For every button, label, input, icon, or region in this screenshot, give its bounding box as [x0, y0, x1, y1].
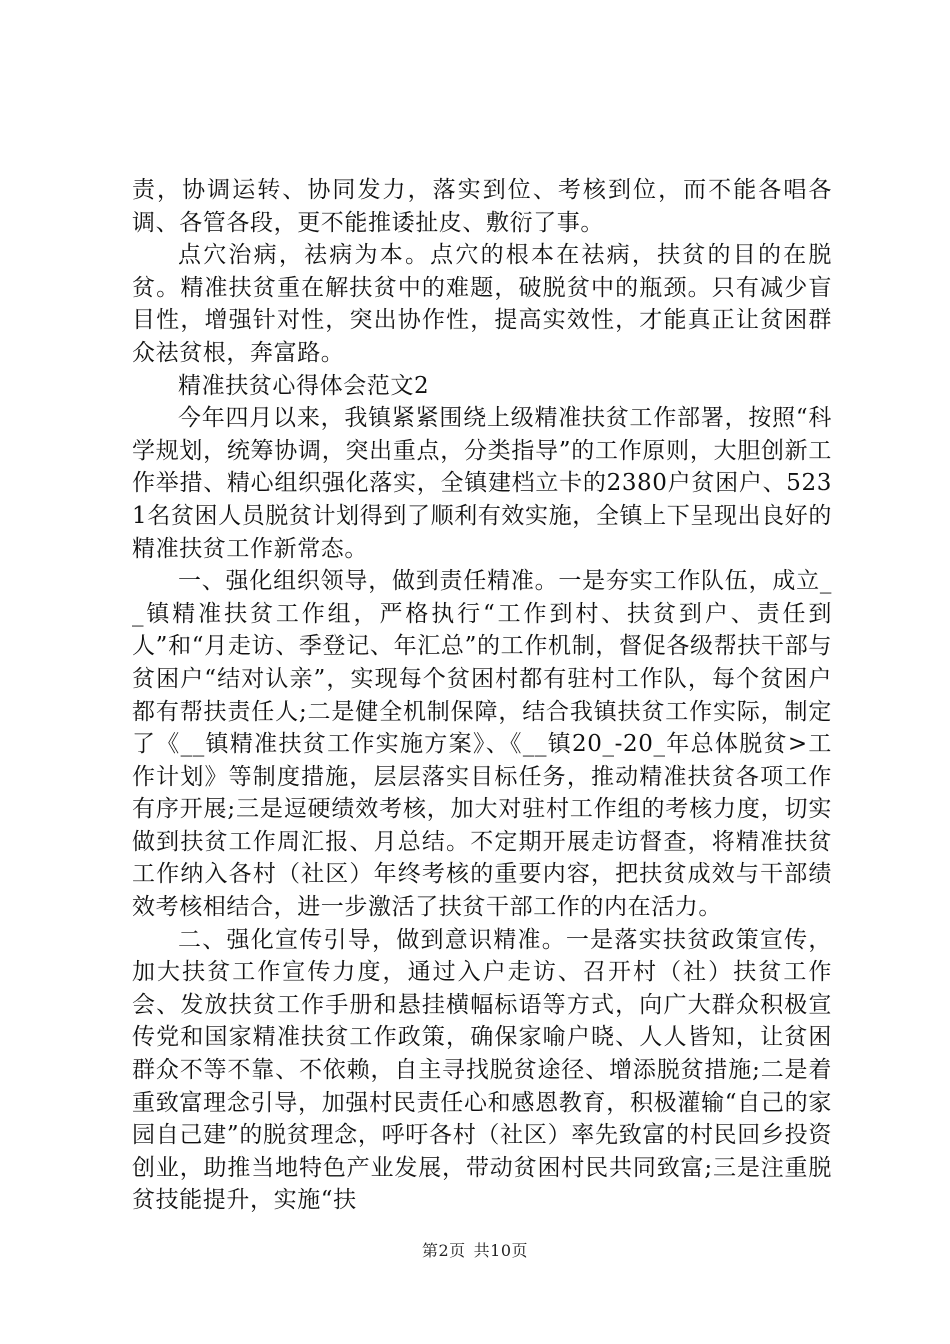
- document-body: [132, 174, 832, 1217]
- page-total: 共10页: [473, 1241, 529, 1260]
- paragraph-4: 一、强化组织领导，做到责任精准。一是夯实工作队伍，成立__镇精准扶贫工作组，严格执行“工作到村、扶贫到户、责任到人”和“月走访、季登记、年汇总”的工作机制，督促各级帮扶干部与贫困户“结对认亲”，实现每个贫困村都有驻村工作队，每个贫困户都有帮扶责任人;二是健全机制保障，结合我镇扶贫工作实际，制定了《__镇精准扶贫工作实施方案》、《__镇20_-20_年总体脱贫>工作计划》等制度措施，层层落实目标任务，推动精准扶贫各项工作有序开展;三是逗硬绩效考核，加大对驻村工作组的考核力度，切实做到扶贫工作周汇报、月总结。不定期开展走访督查，将精准扶贫工作纳入各村（社区）年终考核的重要内容，把扶贫成效与干部绩效考核相结合，进一步激活了扶贫干部工作的内在活力。: [132, 568, 832, 921]
- section-heading: 精准扶贫心得体会范文2: [178, 372, 430, 399]
- paragraph-5: 二、强化宣传引导，做到意识精准。一是落实扶贫政策宣传，加大扶贫工作宣传力度，通过入户走访、召开村（社）扶贫工作会、发放扶贫工作手册和悬挂横幅标语等方式，向广大群众积极宣传党和国家精准扶贫工作政策，确保家喻户晓、人人皆知，让贫困群众不等不靠、不依赖，自主寻找脱贫途径、增添脱贫措施;二是着重致富理念引导，加强村民责任心和感恩教育，积极灌输“自己的家园自己建”的脱贫理念，呼吁各村（社区）率先致富的村民回乡投资创业，助推当地特色产业发展，带动贫困村民共同致富;三是注重脱贫技能提升，实施“扶: [132, 926, 832, 1214]
- page-footer: [0, 1240, 950, 1262]
- paragraph-2: 点穴治病，祛病为本。点穴的根本在祛病，扶贫的目的在脱贫。精准扶贫重在解扶贫中的难题，破脱贫中的瓶颈。只有减少盲目性，增强针对性，突出协作性，提高实效性，才能真正让贫困群众祛贫根，奔富路。: [132, 242, 832, 366]
- page-number: 第2页: [421, 1241, 466, 1260]
- paragraph-3: 今年四月以来，我镇紧紧围绕上级精准扶贫工作部署，按照“科学规划，统筹协调，突出重点，分类指导”的工作原则，大胆创新工作举措、精心组织强化落实，全镇建档立卡的2380户贫困户、5231名贫困人员脱贫计划得到了顺利有效实施，全镇上下呈现出良好的精准扶贫工作新常态。: [132, 405, 832, 562]
- paragraph-1: 责，协调运转、协同发力，落实到位、考核到位，而不能各唱各调、各管各段，更不能推诿扯皮、敷衍了事。: [132, 177, 832, 236]
